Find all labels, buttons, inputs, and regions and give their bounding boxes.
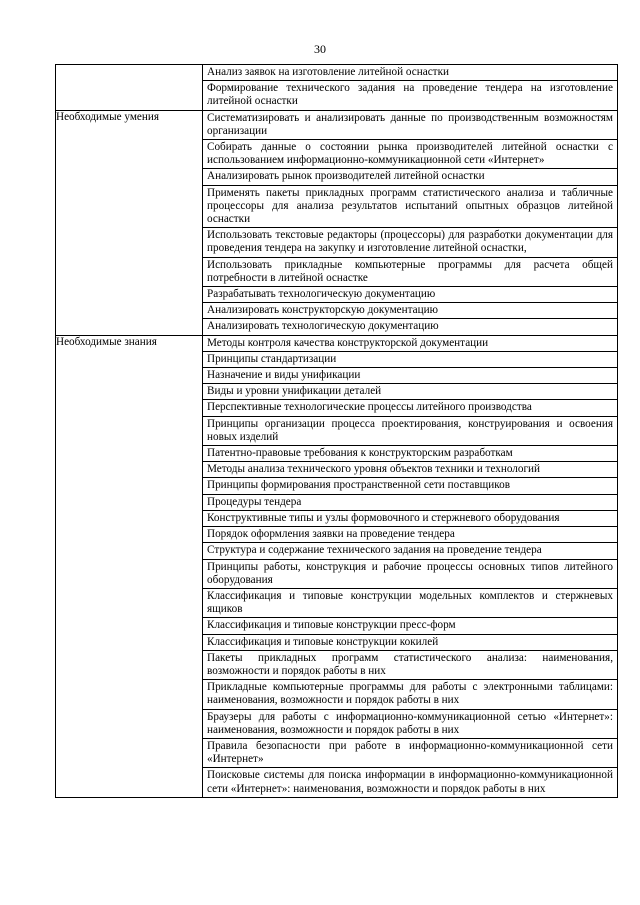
- list-item: Браузеры для работы с информационно-коммуникационной сетью «Интернет»: наименования, возможности и порядок работы в них: [203, 710, 617, 739]
- list-item: Использовать прикладные компьютерные программы для расчета общей потребности в литейной оснастке: [203, 258, 617, 287]
- list-item: Правила безопасности при работе в информационно-коммуникационной сети «Интернет»: [203, 739, 617, 768]
- list-item: Прикладные компьютерные программы для работы с электронными таблицами: наименования, возможности и порядок работы в них: [203, 680, 617, 709]
- competency-table-body: [56, 65, 618, 798]
- list-item: Патентно-правовые требования к конструкторским разработкам: [203, 446, 617, 462]
- list-item: Систематизировать и анализировать данные по производственным возможностям организации: [203, 111, 617, 140]
- list-item: Методы контроля качества конструкторской документации: [203, 336, 617, 352]
- list-item: Анализ заявок на изготовление литейной оснастки: [203, 65, 617, 81]
- section-label: Необходимые знания: [56, 335, 203, 797]
- section-label: [56, 65, 203, 111]
- page-number: 30: [314, 42, 326, 56]
- section-items: [203, 110, 618, 335]
- list-item: Структура и содержание технического задания на проведение тендера: [203, 543, 617, 559]
- list-item: Принципы стандартизации: [203, 352, 617, 368]
- list-item: Назначение и виды унификации: [203, 368, 617, 384]
- section-label: Необходимые умения: [56, 110, 203, 335]
- list-item: Собирать данные о состоянии рынка производителей литейной оснастки с использованием информационно-коммуникационной сети «Интернет»: [203, 140, 617, 169]
- list-item: Пакеты прикладных программ статистического анализа: наименования, возможности и порядок работы в них: [203, 651, 617, 680]
- list-item: Принципы организации процесса проектирования, конструирования и освоения новых изделий: [203, 417, 617, 446]
- list-item: Анализировать рынок производителей литейной оснастки: [203, 169, 617, 185]
- list-item: Классификация и типовые конструкции кокилей: [203, 635, 617, 651]
- section-items: [203, 65, 618, 111]
- list-item: Принципы формирования пространственной сети поставщиков: [203, 478, 617, 494]
- list-item: Формирование технического задания на проведение тендера на изготовление литейной оснастки: [207, 82, 613, 108]
- list-item: Анализировать конструкторскую документацию: [203, 303, 617, 319]
- list-item: Использовать текстовые редакторы (процессоры) для разработки документации для проведения тендера на закупку и изготовление литейной оснастки,: [203, 228, 617, 257]
- section-row: [56, 65, 618, 111]
- list-item: Принципы работы, конструкция и рабочие процессы основных типов литейного оборудования: [203, 560, 617, 589]
- competency-table: [55, 64, 618, 798]
- list-item: Виды и уровни унификации деталей: [203, 384, 617, 400]
- list-item: Классификация и типовые конструкции пресс-форм: [203, 618, 617, 634]
- list-item: Классификация и типовые конструкции модельных комплектов и стержневых ящиков: [203, 589, 617, 618]
- list-item: Методы анализа технического уровня объектов техники и технологий: [203, 462, 617, 478]
- list-item: Применять пакеты прикладных программ статистического анализа и табличные процессоры для анализа результатов испытаний опытных образцов литейной оснастки: [203, 186, 617, 229]
- section-items: [203, 335, 618, 797]
- list-item: Разрабатывать технологическую документацию: [203, 287, 617, 303]
- section-row: [56, 110, 618, 335]
- list-item: Анализировать технологическую документацию: [207, 320, 439, 333]
- section-row: [56, 335, 618, 797]
- list-item: Порядок оформления заявки на проведение тендера: [203, 527, 617, 543]
- list-item: Процедуры тендера: [203, 495, 617, 511]
- list-item: Перспективные технологические процессы литейного производства: [203, 400, 617, 416]
- list-item: Поисковые системы для поиска информации в информационно-коммуникационной сети «Интернет»: наименования, возможности и порядок работы в них: [207, 769, 613, 795]
- list-item: Конструктивные типы и узлы формовочного и стержневого оборудования: [203, 511, 617, 527]
